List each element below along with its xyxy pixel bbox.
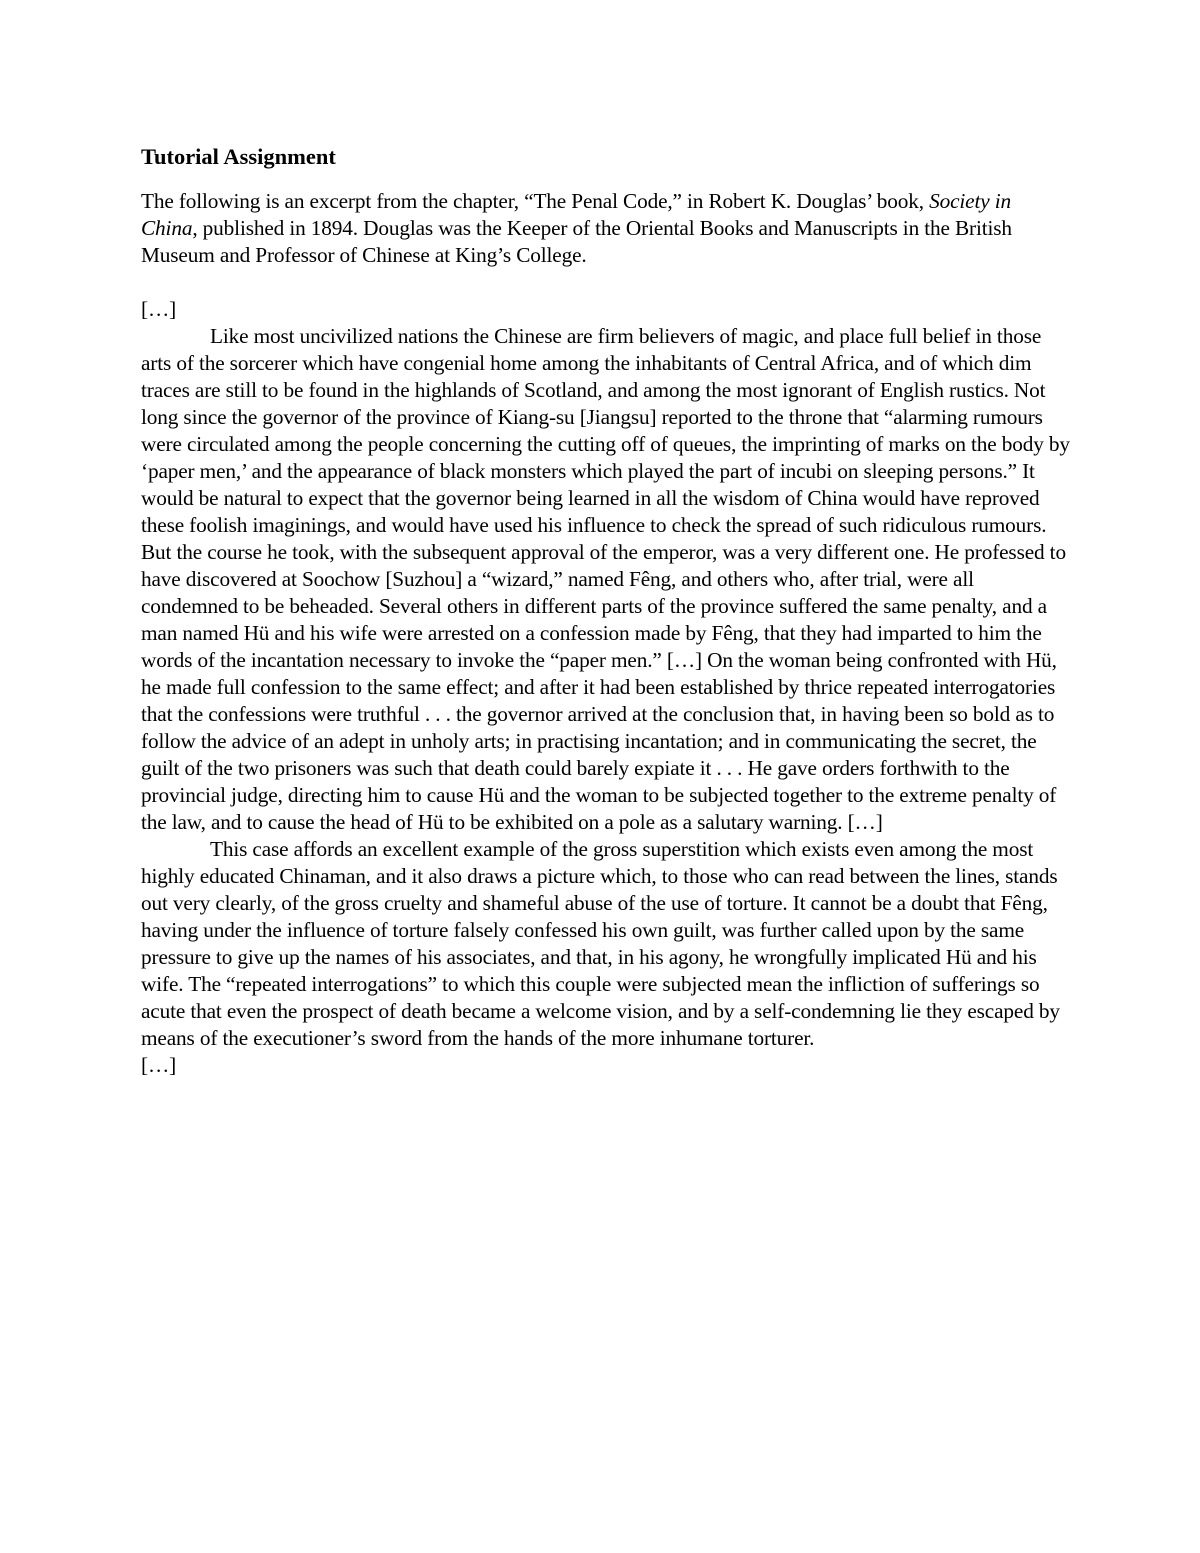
excerpt-paragraph-1: Like most uncivilized nations the Chinese are firm believers of magic, and place full belief in those arts of the sorcerer which have congenial home among the inhabitants of Central Africa, and of which dim traces are still to be found in the highlands of Scotland, and among the most ignorant of English rustics. Not long since the governor of the province of Kiang-su [Jiangsu] reported to the throne that “alarming rumours were circulated among the people concerning the cutting off of queues, the imprinting of marks on the body by ‘paper men,’ and the appearance of black monsters which played the part of incubi on sleeping persons.” It would be natural to expect that the governor being learned in all the wisdom of China would have reproved these foolish imaginings, and would have used his influence to check the spread of such ridiculous rumours. But the course he took, with the subsequent approval of the emperor, was a very different one. He professed to have discovered at Soochow [Suzhou] a “wizard,” named Fêng, and others who, after trial, were all condemned to be beheaded. Several others in different parts of the province suffered the same penalty, and a man named Hü and his wife were arrested on a confession made by Fêng, that they had imparted to him the words of the incantation necessary to invoke the “paper men.” […] On the woman being confronted with Hü, he made full confession to the same effect; and after it had been established by thrice repeated interrogatories that the confessions were truthful . . . the governor arrived at the conclusion that, in having been so bold as to follow the advice of an adept in unholy arts; in practising incantation; and in communicating the secret, the guilt of the two prisoners was such that death could barely expiate it . . . He gave orders forthwith to the provincial judge, directing him to cause Hü and the woman to be subjected together to the extreme penalty of the law, and to cause the head of Hü to be exhibited on a pole as a salutary warning. […] — [141, 324, 1070, 834]
intro-text-part1: The following is an excerpt from the chapter, “The Penal Code,” in Robert K. Douglas’ book, — [141, 189, 930, 213]
document-page — [141, 140, 1071, 1079]
document-title: Tutorial Assignment — [141, 144, 336, 169]
spacer — [141, 269, 1071, 296]
ellipsis-end: […] — [141, 1053, 177, 1077]
ellipsis-start: […] — [141, 297, 177, 321]
excerpt-paragraph-2: This case affords an excellent example of the gross superstition which exists even among the most highly educated Chinaman, and it also draws a picture which, to those who can read between the lines, stands out very clearly, of the gross cruelty and shameful abuse of the use of torture. It cannot be a doubt that Fêng, having under the influence of torture falsely confessed his own guilt, was further called upon by the same pressure to give up the names of his associates, and that, in his agony, he wrongfully implicated Hü and his wife. The “repeated interrogations” to which this couple were subjected mean the infliction of sufferings so acute that even the prospect of death became a welcome vision, and by a self-condemning lie they escaped by means of the executioner’s sword from the hands of the more inhumane torturer. — [141, 837, 1060, 1050]
intro-text-part2: , published in 1894. Douglas was the Keeper of the Oriental Books and Manuscripts in the British Museum and Professor of Chinese at King’s College. — [141, 216, 1012, 267]
book-title: Society in China — [141, 189, 1011, 240]
excerpt-block — [141, 296, 1071, 1079]
intro-paragraph — [141, 188, 1071, 269]
